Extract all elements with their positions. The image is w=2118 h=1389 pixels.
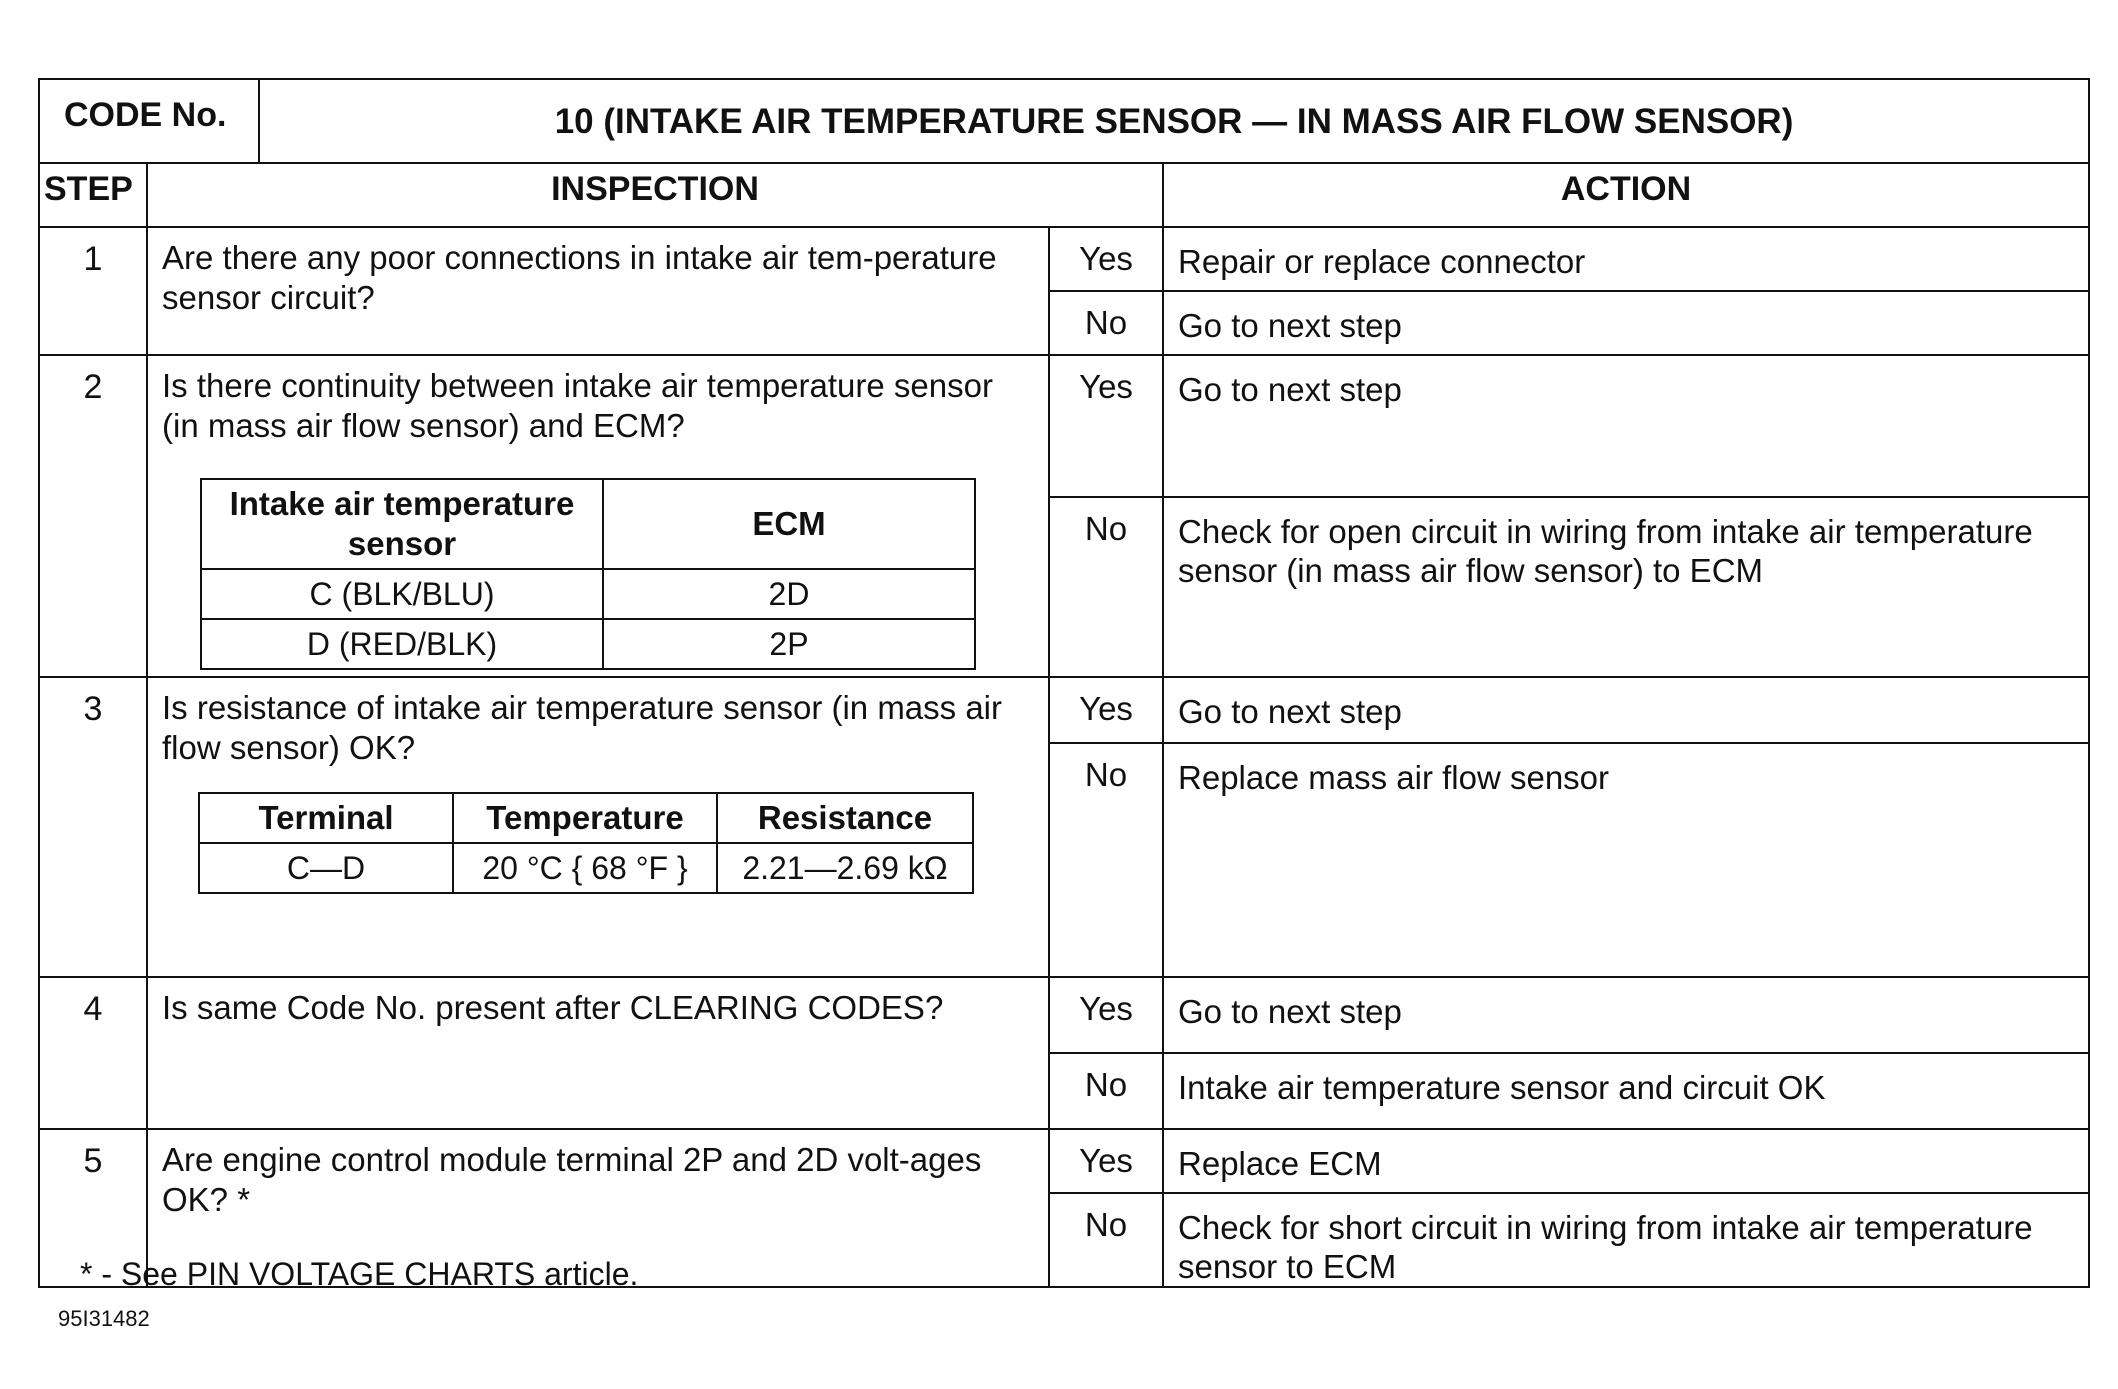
step-column-header: STEP	[39, 163, 147, 227]
no-action: Intake air temperature sensor and circuit OK	[1163, 1053, 2089, 1129]
step-number: 4	[39, 977, 147, 1129]
inspection-cell	[147, 677, 1049, 977]
resistance-subtable	[198, 792, 974, 894]
inspection-column-header: INSPECTION	[147, 163, 1163, 227]
no-label: No	[1049, 743, 1163, 977]
code-10-diagnostic-table	[38, 78, 2090, 1288]
yes-label: Yes	[1049, 977, 1163, 1053]
yes-label: Yes	[1049, 1129, 1163, 1193]
inspection-question: Are engine control module terminal 2P and 2D volt-ages OK? *	[147, 1129, 1049, 1287]
no-action: Check for short circuit in wiring from intake air temperature sensor to ECM	[1163, 1193, 2089, 1287]
inspection-cell	[147, 355, 1049, 677]
continuity-subtable	[200, 478, 976, 670]
step-number: 2	[39, 355, 147, 677]
yes-action: Go to next step	[1163, 977, 2089, 1053]
code-title: 10 (INTAKE AIR TEMPERATURE SENSOR — IN MASS AIR FLOW SENSOR)	[259, 79, 2089, 163]
subtable-cell: C (BLK/BLU)	[201, 569, 603, 619]
no-action: Check for open circuit in wiring from intake air temperature sensor (in mass air flow sensor) to ECM	[1163, 497, 2089, 677]
yes-label: Yes	[1049, 355, 1163, 497]
step-number: 3	[39, 677, 147, 977]
subtable-cell: 20 °C { 68 °F }	[453, 843, 717, 893]
subtable-header: Temperature	[453, 793, 717, 843]
step-number: 1	[39, 227, 147, 355]
inspection-question: Is resistance of intake air temperature sensor (in mass air flow sensor) OK?	[162, 689, 1003, 766]
inspection-question: Is same Code No. present after CLEARING CODES?	[147, 977, 1049, 1129]
no-action: Go to next step	[1163, 291, 2089, 355]
code-header-row	[39, 79, 2089, 163]
no-label: No	[1049, 1193, 1163, 1287]
yes-label: Yes	[1049, 677, 1163, 743]
inspection-question: Are there any poor connections in intake air tem-perature sensor circuit?	[147, 227, 1049, 355]
yes-action: Go to next step	[1163, 355, 2089, 497]
subtable-header: Intake air temperature sensor	[201, 479, 603, 569]
yes-action: Repair or replace connector	[1163, 227, 2089, 291]
subtable-header: ECM	[603, 479, 975, 569]
no-action: Replace mass air flow sensor	[1163, 743, 2089, 977]
no-label: No	[1049, 291, 1163, 355]
subtable-cell: C—D	[199, 843, 453, 893]
step-number: 5	[39, 1129, 147, 1287]
yes-action: Go to next step	[1163, 677, 2089, 743]
inspection-question: Is there continuity between intake air temperature sensor (in mass air flow sensor) and ECM?	[162, 367, 993, 444]
table-row	[39, 227, 2089, 291]
no-label: No	[1049, 497, 1163, 677]
no-label: No	[1049, 1053, 1163, 1129]
column-header-row	[39, 163, 2089, 227]
subtable-header: Resistance	[717, 793, 973, 843]
diagnostic-document	[38, 78, 2088, 1288]
table-row	[39, 677, 2089, 743]
figure-id: 95I31482	[58, 1306, 150, 1331]
yes-label: Yes	[1049, 227, 1163, 291]
subtable-cell: 2.21—2.69 kΩ	[717, 843, 973, 893]
table-row	[39, 355, 2089, 497]
code-number-label: CODE No.	[39, 79, 259, 163]
action-column-header: ACTION	[1163, 163, 2089, 227]
table-row	[39, 1129, 2089, 1193]
subtable-cell: 2D	[603, 569, 975, 619]
yes-action: Replace ECM	[1163, 1129, 2089, 1193]
subtable-header: Terminal	[199, 793, 453, 843]
table-row	[39, 977, 2089, 1053]
footnote: * - See PIN VOLTAGE CHARTS article.	[80, 1256, 639, 1292]
subtable-cell: D (RED/BLK)	[201, 619, 603, 669]
subtable-cell: 2P	[603, 619, 975, 669]
